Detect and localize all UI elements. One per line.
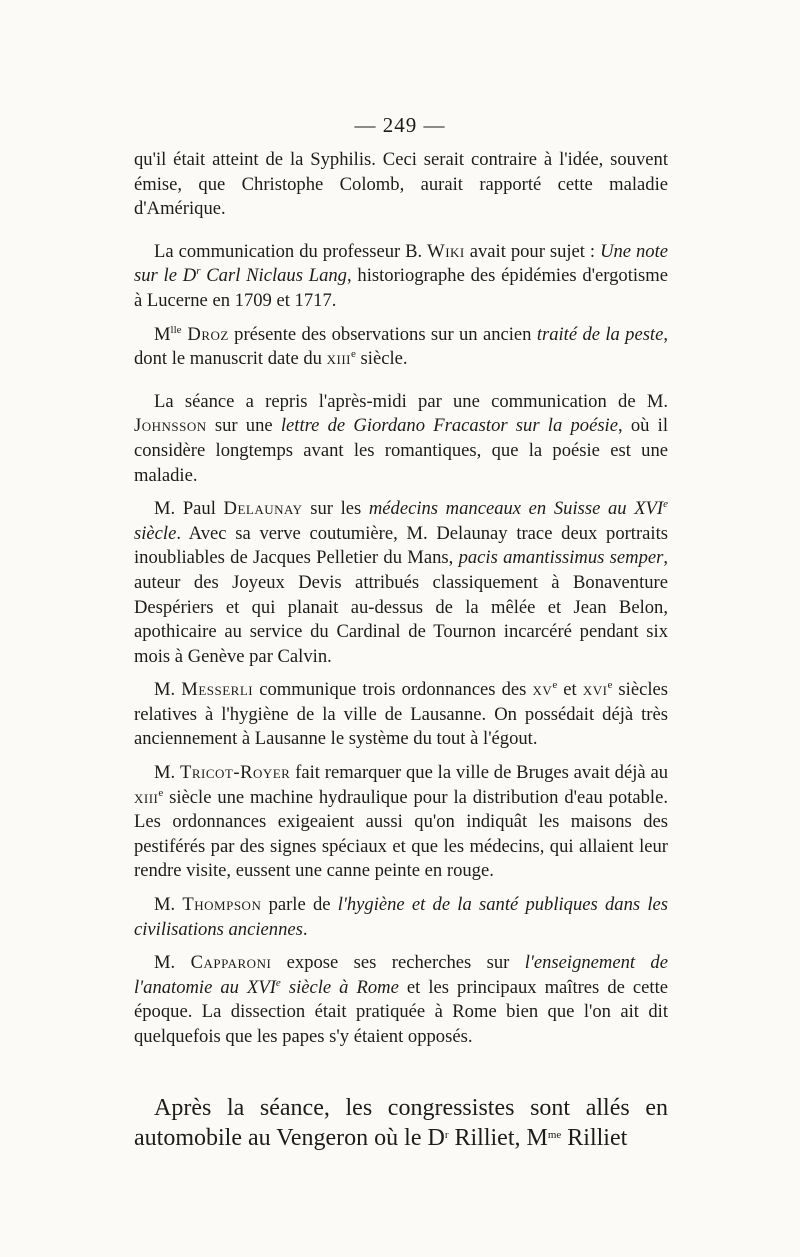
paragraph-delaunay: M. Paul Delaunay sur les médecins manceaux en Suisse au XVIe siècle. Avec sa verve coutumière, M. Delaunay trace deux portraits inoubliables de Jacques Pelletier du Mans, pacis amantissimus semper, auteur des Joyeux Devis attribués classiquement à Bonaventure Despériers et qui planait au-dessus de la mêlée et Jean Belon, apothicaire au service du Cardinal de Tournon incarcéré pendant six mois à Genève par Calvin. [134, 498, 669, 667]
paragraph-johnsson: La séance a repris l'après-midi par une communication de M. Johnsson sur une lettre de Giordano Fracastor sur la poésie, où il considère longtemps avant les romantiques, que la poésie est une maladie. [134, 390, 668, 486]
paragraph-syphilis: qu'il était atteint de la Syphilis. Ceci serait contraire à l'idée, souvent émise, que Christophe Colomb, aurait rapporté cette maladie d'Amérique. [134, 149, 668, 220]
paragraph-thompson: M. Thompson parle de l'hygiène et de la santé publiques dans les civilisations anciennes. [134, 894, 668, 940]
paragraph-tricot-royer: M. Tricot-Royer fait remarquer que la ville de Bruges avait déjà au xiii$^e$ siècle une machine hydraulique pour la distribution d'eau potable. Les ordonnances exigeaient aussi qu'on indiquât les maisons des pestiférés par des signes spéciaux et que les médecins, qui allaient leur rendre visite, eussent une canne peinte en rouge. [134, 762, 668, 882]
closing-paragraph: Après la séance, les congressistes sont allés en automobile au Vengeron où le $D^r$ Rilliet, $M^{me}$ Rilliet [134, 1095, 668, 1151]
author-name: Messerli [181, 679, 254, 701]
paper-title: l'enseignement de l'anatomie au XVIe siècle à Rome [134, 952, 668, 998]
paragraph-droz: $M^{lle}$ Droz présente des observations sur un ancien traité de la peste, dont le manuscrit date du xiii$^e$ siècle. [134, 323, 669, 370]
paper-title: médecins manceaux en Suisse au XVIe siècle [134, 498, 668, 544]
paper-title: Une note sur le $D^r$ Carl Niclaus Lang [134, 240, 669, 287]
author-name: Tricot-Royer [180, 762, 291, 784]
body-text [134, 148, 668, 1059]
author-name: Wiki [427, 240, 465, 262]
paper-title: lettre de Giordano Fracastor sur la poésie [280, 415, 618, 437]
author-name: Johnsson [134, 415, 207, 437]
page-number: — 249 — [354, 113, 446, 137]
paragraph-wiki: La communication du professeur B. Wiki avait pour sujet : Une note sur le $D^r$ Carl Niclaus Lang, historiographe des épidémies d'ergotisme à Lucerne en 1709 et 1717. [134, 240, 669, 311]
author-name: Delaunay [223, 498, 303, 520]
author-name: Capparoni [190, 952, 272, 974]
author-name: Droz [181, 323, 229, 345]
motto: pacis amantissimus semper [458, 547, 664, 569]
paper-title: l'hygiène et de la santé publiques dans les civilisations anciennes [134, 894, 668, 940]
paper-title: traité de la peste [536, 323, 664, 345]
paragraph-messerli: M. Messerli communique trois ordonnances des $xv^e$ et xvi$^e$ siècles relatives à l'hygiène de la ville de Lausanne. On possédait déjà très anciennement à Lausanne le système du tout à l'égout. [134, 679, 668, 750]
paragraph-capparoni: M. Capparoni expose ses recherches sur l'enseignement de l'anatomie au XVIe siècle à Rome et les principaux maîtres de cette époque. La dissection était pratiquée à Rome bien que l'on ait dit quelquefois que les papes s'y étaient opposés. [134, 952, 668, 1047]
author-name: Thompson [182, 894, 262, 916]
